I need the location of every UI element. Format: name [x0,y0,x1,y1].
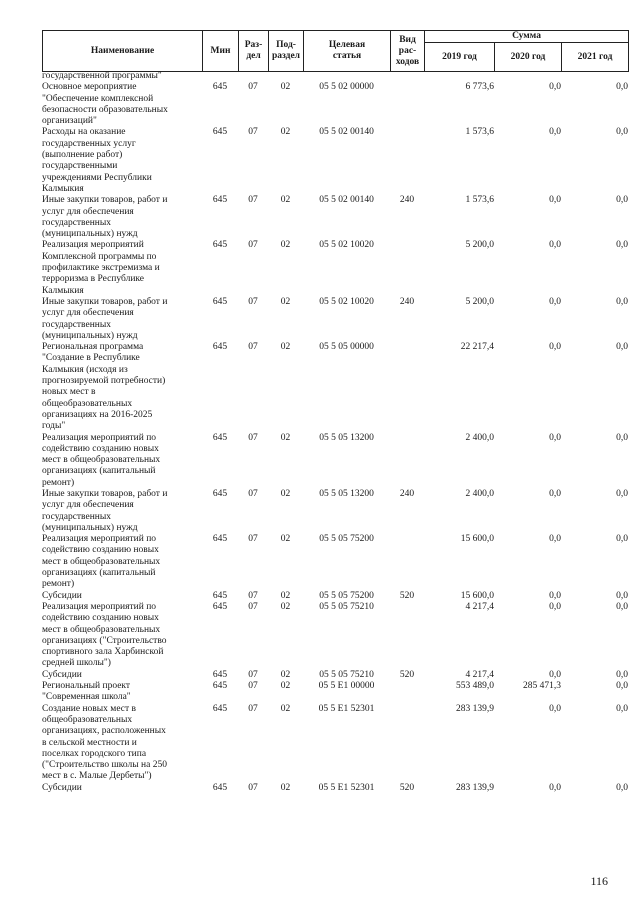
row-vid: 520 [399,782,415,793]
row-min [202,71,238,82]
row-name: Реализация мероприятий по содействию созданию новых мест в общеобразовательных организациях (капитальный ремонт) [42,534,161,590]
row-target: 05 5 05 75210 [319,669,374,680]
row-podrazdel: 02 [280,488,291,499]
row-sum-2019: 2 400,0 [465,488,494,499]
header-year-2019: 2019 год [425,43,495,72]
row-razdel: 07 [248,534,258,545]
row-sum-2019: 15 600,0 [460,534,494,545]
row-sum-2020 [494,71,561,82]
header-razdel: Раз- дел [239,31,269,72]
row-min: 645 [212,240,228,251]
row-sum-2019: 4 217,4 [465,601,494,612]
row-vid [390,681,424,704]
row-vid [390,240,424,296]
row-min: 645 [212,342,228,353]
row-podrazdel: 02 [280,782,291,793]
row-vid: 240 [399,488,415,499]
row-sum-2020: 0,0 [549,601,561,612]
table-row [42,704,628,783]
header-name: Наименование [43,31,203,72]
row-target: 05 5 05 75210 [319,601,374,612]
row-min: 645 [212,669,228,680]
row-podrazdel: 02 [280,590,291,601]
row-podrazdel: 02 [280,82,291,93]
row-min: 645 [212,534,228,545]
row-min: 645 [212,195,228,206]
row-name: Субсидии [42,669,82,680]
row-sum-2019: 15 600,0 [460,590,494,601]
row-vid [390,71,424,82]
row-podrazdel: 02 [280,534,291,545]
row-razdel: 07 [248,782,258,793]
row-vid [390,433,424,489]
row-sum-2021: 0,0 [616,296,628,307]
table-row [42,342,628,432]
table-row [42,195,628,240]
row-vid [390,602,424,670]
row-razdel: 07 [248,240,258,251]
row-sum-2021: 0,0 [616,782,628,793]
row-sum-2020: 0,0 [549,127,561,138]
row-sum-2020: 0,0 [549,534,561,545]
row-min: 645 [212,432,228,443]
row-sum-2019: 553 489,0 [456,681,494,692]
row-min: 645 [212,127,228,138]
row-name: Иные закупки товаров, работ и услуг для обеспечения государственных (муниципальных) нужд [42,488,168,533]
row-name: Субсидии [42,590,82,601]
table-row [42,783,628,794]
row-sum-2021: 0,0 [616,590,628,601]
row-sum-2021: 0,0 [616,195,628,206]
row-target: 05 5 05 75200 [319,534,374,545]
row-razdel: 07 [248,432,258,443]
table-header [42,30,629,72]
header-min: Мин [203,31,239,72]
row-target [303,71,390,82]
header-target: Целевая статья [304,31,391,72]
row-razdel: 07 [248,601,258,612]
table-row [42,681,628,704]
row-name: Реализация мероприятий по содействию созданию новых мест в общеобразовательных организациях (капитальный ремонт) [42,432,161,488]
row-min: 645 [212,703,228,714]
header-podrazdel: Под- раздел [269,31,304,72]
row-podrazdel: 02 [280,296,291,307]
row-target: 05 5 02 00140 [319,195,374,206]
row-vid: 240 [399,296,415,307]
table-row [42,433,628,489]
row-name: Иные закупки товаров, работ и услуг для обеспечения государственных (муниципальных) нужд [42,195,168,240]
row-target: 05 5 02 10020 [319,296,374,307]
row-sum-2019: 283 139,9 [456,782,494,793]
row-name: Основное мероприятие "Обеспечение комплексной безопасности образовательных организаций" [42,82,168,127]
row-sum-2019: 6 773,6 [465,82,494,93]
row-podrazdel: 02 [280,703,291,714]
row-name: Создание новых мест в общеобразовательных организациях, расположенных в сельской местности и поселках городского типа ("Строительство школы на 250 мест в с. Малые Дербеты") [42,703,167,782]
row-sum-2020: 0,0 [549,240,561,251]
row-target: 05 5 Е1 00000 [318,681,375,692]
row-sum-2019: 5 200,0 [465,296,494,307]
row-sum-2020: 0,0 [549,342,561,353]
row-sum-2021 [561,71,628,82]
header-vid: Вид рас- ходов [391,31,425,72]
row-razdel: 07 [248,590,258,601]
row-min: 645 [212,488,228,499]
row-razdel: 07 [248,127,258,138]
row-podrazdel: 02 [280,195,291,206]
row-sum-2019 [424,71,494,82]
row-sum-2019: 283 139,9 [456,703,494,714]
row-sum-2019: 1 573,6 [465,195,494,206]
row-podrazdel: 02 [280,342,291,353]
row-min: 645 [212,601,228,612]
row-vid: 520 [399,590,415,601]
row-name: Реализация мероприятий Комплексной программы по профилактике экстремизма и терроризма в Республике Калмыкия [42,240,160,296]
table-row [42,71,628,82]
row-vid [390,534,424,590]
row-razdel: 07 [248,296,258,307]
row-min: 645 [212,82,228,93]
table-row [42,127,628,195]
row-target: 05 5 Е1 52301 [318,703,375,714]
table-row [42,534,628,590]
row-sum-2019: 22 217,4 [460,342,494,353]
row-sum-2021: 0,0 [616,534,628,545]
budget-table [42,71,628,794]
row-name: Реализация мероприятий по содействию созданию новых мест в общеобразовательных организациях ("Строительство спортивного зала Харбинской средней школы") [42,601,167,669]
row-name: Расходы на оказание государственных услуг (выполнение работ) государственными учреждениями Республики Калмыкия [42,127,152,194]
table-row [42,297,628,342]
row-razdel: 07 [248,681,258,692]
row-vid [390,127,424,195]
row-sum-2020: 0,0 [549,296,561,307]
row-target: 05 5 02 10020 [319,240,374,251]
row-vid [390,342,424,432]
table-row [42,489,628,534]
table-row [42,602,628,670]
row-razdel: 07 [248,342,258,353]
row-podrazdel: 02 [280,601,291,612]
row-vid: 520 [399,669,415,680]
row-min: 645 [212,590,228,601]
row-sum-2021: 0,0 [616,342,628,353]
row-razdel: 07 [248,195,258,206]
row-razdel: 07 [248,669,258,680]
row-sum-2021: 0,0 [616,240,628,251]
row-target: 05 5 02 00140 [319,127,374,138]
row-podrazdel: 02 [280,432,291,443]
header-year-2021: 2021 год [562,43,629,72]
row-sum-2021: 0,0 [616,488,628,499]
row-vid [390,82,424,127]
table-row [42,82,628,127]
row-target: 05 5 02 00000 [319,82,374,93]
row-min: 645 [212,681,228,692]
row-sum-2021: 0,0 [616,82,628,93]
table-row [42,240,628,296]
row-sum-2019: 1 573,6 [465,127,494,138]
row-target: 05 5 Е1 52301 [318,782,375,793]
row-sum-2020: 0,0 [549,432,561,443]
row-podrazdel [268,71,303,82]
row-vid: 240 [399,195,415,206]
row-target: 05 5 05 00000 [319,342,374,353]
row-sum-2021: 0,0 [616,681,628,692]
row-target: 05 5 05 13200 [319,488,374,499]
row-sum-2020: 0,0 [549,590,561,601]
row-sum-2020: 0,0 [549,488,561,499]
row-podrazdel: 02 [280,127,291,138]
row-razdel: 07 [248,703,258,714]
row-target: 05 5 05 75200 [319,590,374,601]
header-year-2020: 2020 год [495,43,562,72]
row-name: Региональный проект "Современная школа" [42,681,131,703]
row-razdel [238,71,268,82]
row-sum-2019: 4 217,4 [465,669,494,680]
row-sum-2020: 0,0 [549,669,561,680]
row-sum-2021: 0,0 [616,432,628,443]
row-name: государственной программы" [42,71,162,81]
row-razdel: 07 [248,488,258,499]
row-min: 645 [212,296,228,307]
row-sum-2021: 0,0 [616,703,628,714]
row-vid [390,704,424,783]
row-sum-2020: 0,0 [549,82,561,93]
header-summa: Сумма [425,31,629,43]
row-podrazdel: 02 [280,669,291,680]
table-row [42,591,628,602]
row-razdel: 07 [248,82,258,93]
row-sum-2021: 0,0 [616,127,628,138]
row-name: Субсидии [42,782,82,793]
table-row [42,670,628,681]
row-sum-2021: 0,0 [616,669,628,680]
row-podrazdel: 02 [280,681,291,692]
row-min: 645 [212,782,228,793]
row-sum-2019: 5 200,0 [465,240,494,251]
row-target: 05 5 05 13200 [319,432,374,443]
row-podrazdel: 02 [280,240,291,251]
row-sum-2020: 0,0 [549,195,561,206]
row-sum-2020: 0,0 [549,782,561,793]
row-sum-2019: 2 400,0 [465,432,494,443]
row-name: Иные закупки товаров, работ и услуг для обеспечения государственных (муниципальных) нужд [42,296,168,341]
row-name: Региональная программа "Создание в Республике Калмыкия (исходя из прогнозируемой потребности) новых мест в общеобразовательных организациях на 2016-2025 годы" [42,342,166,432]
row-sum-2020: 285 471,3 [523,681,561,692]
page-number: 116 [590,874,608,888]
row-sum-2020: 0,0 [549,703,561,714]
row-sum-2021: 0,0 [616,601,628,612]
